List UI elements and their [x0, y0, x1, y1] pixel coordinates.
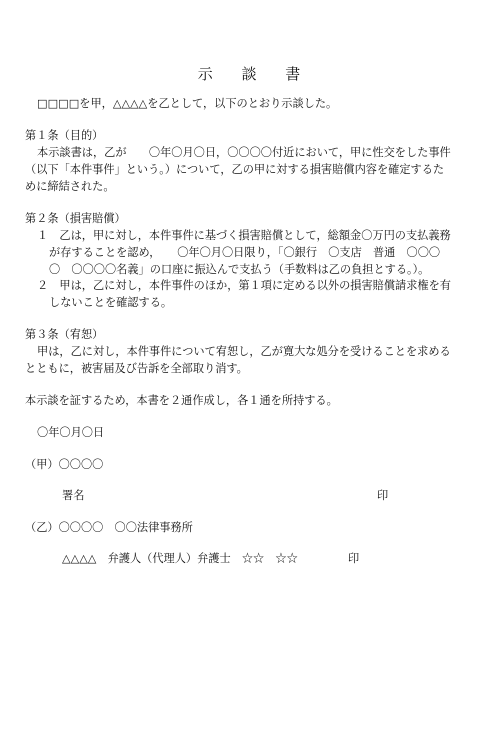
article2-item2-line: ２ 甲は，乙に対し，本件事件のほか，第１項に定める以外の損害賠償請求権を有 — [37, 279, 451, 292]
party-b-label: （乙）〇〇〇〇 〇〇法律事務所 — [25, 521, 193, 534]
article1-line: めに締結された。 — [25, 180, 115, 193]
article3-line: 甲は，乙に対し，本件事件について宥恕し，乙が寛大な処分を受けることを求める — [37, 345, 451, 358]
article2-item1-line: が存することを認め， 〇年〇月〇日限り，「〇銀行 〇支店 普通 〇〇〇 — [49, 246, 441, 259]
party-b-seal: 印 — [348, 552, 360, 565]
party-b-signer: △△△△ 弁護人（代理人）弁護士 ☆☆ ☆☆ — [62, 552, 298, 565]
article3-line: とともに，被害届及び告訴を全部取り消す。 — [25, 362, 248, 375]
signature-label: 署名 — [62, 489, 85, 502]
article3-heading: 第３条（宥恕） — [25, 328, 104, 341]
party-a-label: （甲）〇〇〇〇 — [25, 458, 104, 471]
document-title: 示 談 書 — [197, 65, 313, 83]
closing-text: 本示談を証するため，本書を２通作成し，各１通を所持する。 — [25, 394, 338, 407]
document-date: 〇年〇月〇日 — [37, 426, 105, 439]
intro-text: □□□□を甲，△△△△を乙として，以下のとおり示談した。 — [37, 97, 338, 110]
article2-heading: 第２条（損害賠償） — [25, 212, 126, 225]
article2-item1-line: １ 乙は，甲に対し，本件事件に基づく損害賠償として，総額金〇万円の支払義務 — [37, 229, 451, 242]
article2-item2-line: しないことを確認する。 — [49, 296, 173, 309]
article1-line: 本示談書は，乙が 〇年〇月〇日，〇〇〇〇付近において，甲に性交をした事件 — [37, 146, 451, 159]
article2-item1-line: 〇 〇〇〇〇名義」の口座に振込んで支払う（手数料は乙の負担とする。）。 — [49, 263, 430, 276]
article1-line: （以下「本件事件」という。）について，乙の甲に対する損害賠償内容を確定するた — [25, 163, 445, 176]
article1-heading: 第１条（目的） — [25, 129, 104, 142]
party-a-seal: 印 — [377, 489, 389, 502]
